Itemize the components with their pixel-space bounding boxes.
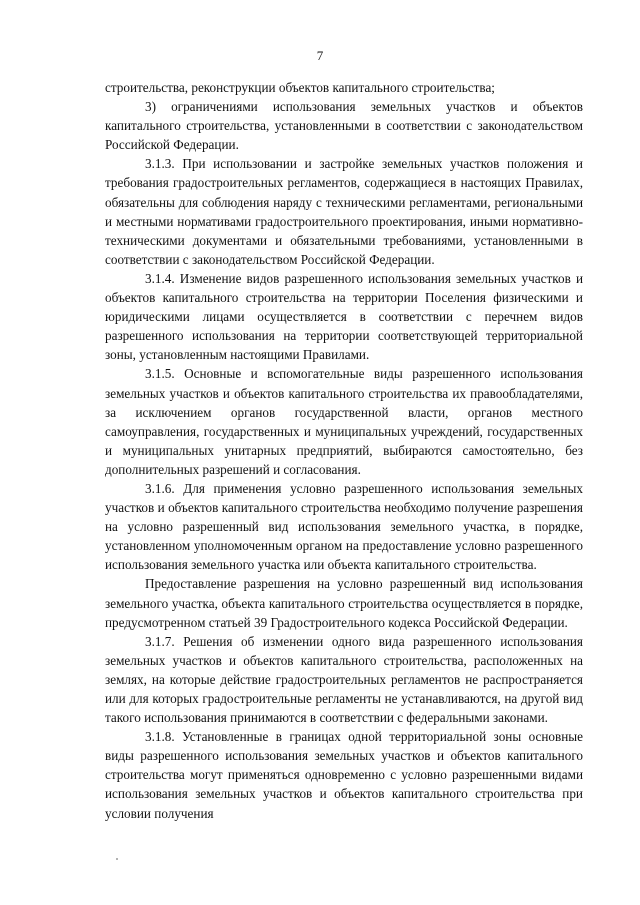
paragraph-3-1-8: 3.1.8. Установленные в границах одной территориальной зоны основные виды разрешенного использования земельных участков и объектов капитального строительства могут применяться одновременно с условно разрешенными видами использования земельных участков и объектов капитального строительства при условии получения: [105, 729, 583, 821]
paragraph-3-1-6: 3.1.6. Для применения условно разрешенного использования земельных участков и объектов капитального строительства необходимо получение разрешения на условно разрешенный вид использования земельного участка, в порядке, установленном уполномоченным органом на предоставление условно разрешенного использования земельного участка или объекта капитального строительства.: [105, 480, 583, 573]
paragraph-permit-provision: Предоставление разрешения на условно разрешенный вид использования земельного участка, объекта капитального строительства осуществляется в порядке, предусмотренном статьей 39 Градостроительного кодекса Российской Федерации.: [105, 576, 583, 630]
paragraph-continuation: строительства, реконструкции объектов капитального строительства;: [105, 80, 495, 95]
paragraph-3-1-7: 3.1.7. Решения об изменении одного вида разрешенного использования земельных участков и объектов капитального строительства, расположенных на землях, на которые действие градостроительных регламентов не распространяется или для которых градостроительные регламенты не устанавливаются, на другой вид такого использования принимаются в соответствии с федеральными законами.: [105, 633, 583, 726]
paragraph-3-1-5: 3.1.5. Основные и вспомогательные виды разрешенного использования земельных участков и объектов капитального строительства их правообладателями, за исключением органов государственной власти, органов местного самоуправления, государственных и муниципальных учреждений, государственных и муниципальных унитарных предприятий, выбираются самостоятельно, без дополнительных разрешений и согласования.: [105, 366, 583, 477]
scan-speck: [116, 858, 118, 860]
paragraph-3-1-3: 3.1.3. При использовании и застройке земельных участков положения и требования градостроительных регламентов, содержащиеся в настоящих Правилах, обязательны для соблюдения наряду с техническими регламентами, региональными и местными нормативами градостроительного проектирования, иными нормативно-техническими документами и обязательными требованиями, установленными в соответствии с законодательством Российской Федерации.: [105, 156, 583, 267]
paragraph-3-1-4: 3.1.4. Изменение видов разрешенного использования земельных участков и объектов капитального строительства на территории Поселения физическими и юридическими лицами осуществляется в соответствии с перечнем видов разрешенного использования на территории соответствующей территориальной зоны, установленным настоящими Правилами.: [105, 270, 583, 363]
paragraph-item-3: 3) ограничениями использования земельных участков и объектов капитального строительства, установленными в соответствии с законодательством Российской Федерации.: [105, 99, 583, 153]
page-number: 7: [316, 48, 324, 63]
body-text: [105, 78, 583, 823]
